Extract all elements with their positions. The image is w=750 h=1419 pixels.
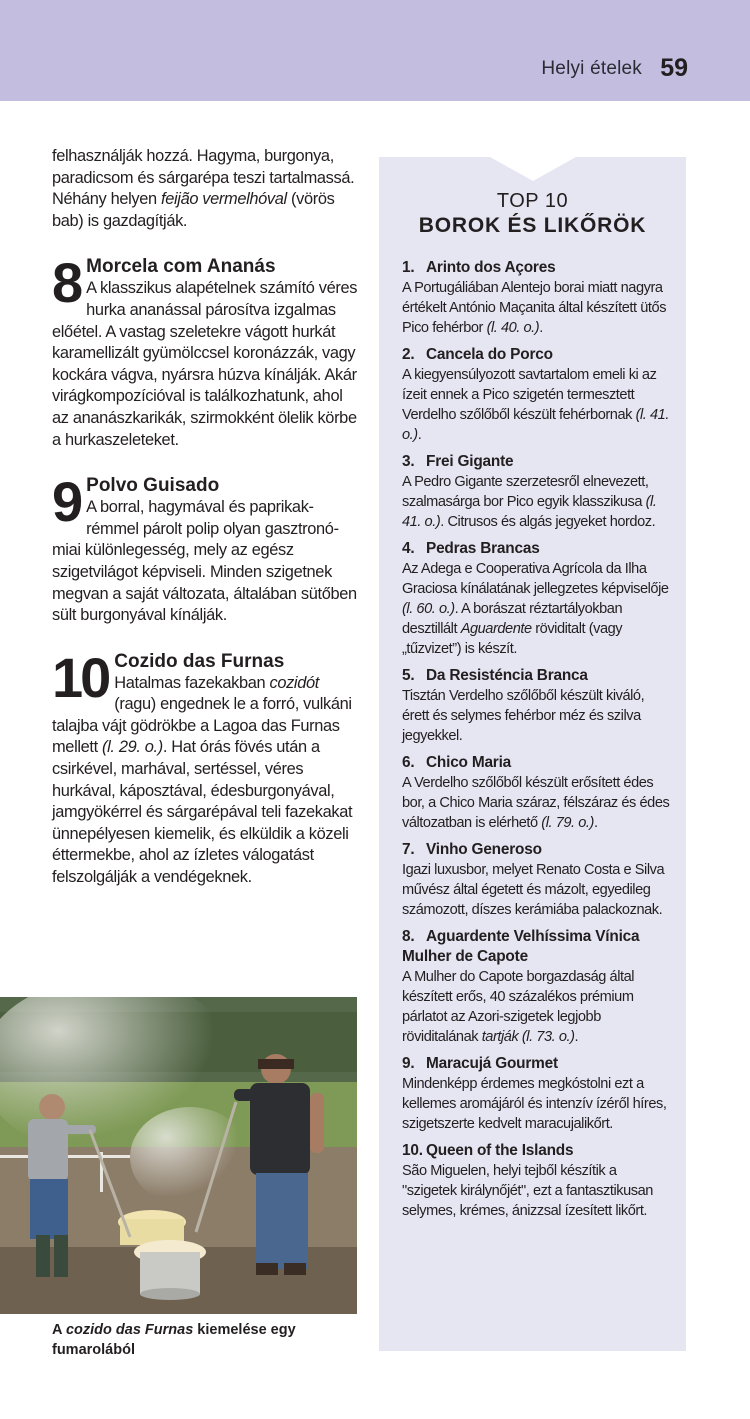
list-item	[402, 666, 672, 746]
list-item	[402, 1054, 672, 1134]
dish-number: 8	[52, 251, 81, 315]
dish-title: Morcela com Ananás	[86, 256, 276, 278]
photo-illustration	[0, 997, 357, 1314]
item-text: São Miguelen, helyi tejből készítik a "szigetek királynőjét", ezt a fantasztikusan selymes, krémes, ánizzsal ízesített likőrt.	[402, 1163, 653, 1219]
page-header	[0, 0, 750, 101]
dish-text: A klasszikus alapételnek számító véres hurka ananással párosítva izgalmas előétel. A vastag szeletekre vágott hurkát karamellizált gyümölccsel koronázzák, vagy kockára vágva, nyársra húzva kínálják. Akár virágkompozícióval is találkozhatunk, ahol az ananászkarikák, szirmokként ölelik körbe a hurkaszeleteket.	[52, 279, 358, 449]
item-text: Az Adega e Cooperativa Agrícola da Ilha Graciosa kínálatának jellegzetes képviselője (l. 60. o.). A borászat réztartályokban desztillált Aguardente röviditalt (vagy „tűzvizet”) is készít.	[402, 561, 669, 657]
dish-number: 9	[52, 470, 81, 534]
item-text: A Pedro Gigante szerzetesről elnevezett, szalmasárga bor Pico egyik klasszikusa (l. 41. o.). Citrusos és algás jegyeket hordoz.	[402, 474, 657, 530]
main-column	[52, 146, 360, 889]
item-text: A kiegyensúlyozott savtartalom emeli ki az ízeit ennek a Pico szigetén termesztett Verdelho szőlőből készült fehérbornak (l. 41. o.).	[402, 367, 669, 443]
panel-notch	[490, 157, 576, 181]
section-title: Helyi ételek	[541, 58, 642, 79]
item-title: 9. Maracujá Gourmet	[402, 1055, 558, 1072]
dish-8	[52, 251, 360, 451]
item-title: 5. Da Resisténcia Branca	[402, 667, 588, 684]
cozido-photo	[0, 997, 357, 1314]
item-text: A Mulher do Capote borgazdaság által készített erős, 40 százalékos prémium párlatot az Azori-szigetek legjobb röviditalának tartják (l. 73. o.).	[402, 969, 635, 1045]
item-text: Mindenképp érdemes megkóstolni ezt a kellemes aromájáról és intenzív ízéről híres, szigetszerte kedvelt maracujalikőrt.	[402, 1076, 667, 1132]
intro-paragraph: felhasználják hozzá. Hagyma, burgonya, paradicsom és sárgarépa teszi tartalmassá. Néhány helyen feijão vermelhóval (vörös bab) is gazdagítják.	[52, 147, 355, 230]
list-item	[402, 452, 672, 532]
list-item	[402, 927, 672, 1047]
list-item	[402, 840, 672, 920]
item-text: Igazi luxusbor, melyet Renato Costa e Silva művész által égetett és mázolt, egyedileg számozott, díszes kerámiába palackoznak.	[402, 862, 665, 918]
dish-text: Hatalmas fazekakban cozidót (ragu) engednek le a forró, vulkáni talajba vájt gödrökbe a Lagoa das Furnas mellett (l. 29. o.). Hat órás fövés után a csirkével, marhával, sertéssel, véres hurkával, káposztával, édesburgonyával, jamgyökérrel és sárgarépával teli fazekakat ünnepélyesen kiemelik, és elküldik a közeli éttermekbe, ahol az ízletes válogatást felszolgálják a vendégeknek.	[52, 673, 353, 887]
dish-10	[52, 645, 360, 889]
item-title: 6. Chico Maria	[402, 754, 512, 771]
list-item	[402, 753, 672, 833]
item-title: 10. Queen of the Islands	[402, 1142, 574, 1159]
top10-list	[402, 258, 672, 1228]
item-text: A Portugáliában Alentejo borai miatt nagyra értékelt António Maçanita által készített ütős Pico fehérbor (l. 40. o.).	[402, 280, 667, 336]
photo-caption: A cozido das Furnas kiemelése egy fumarolából	[52, 1322, 296, 1358]
dish-title: Cozido das Furnas	[114, 650, 285, 672]
item-title: 8. Aguardente Velhíssima Vínica Mulher de Capote	[402, 928, 640, 965]
item-text: A Verdelho szőlőből készült erősített édes bor, a Chico Maria száraz, félszáraz és édes változatban is elérhető (l. 79. o.).	[402, 775, 670, 831]
dish-9	[52, 470, 360, 627]
dish-text: A borral, hagymával és paprikakrémmel párolt polip olyan gasztronómiai különlegesség, mely az egész szigetvilágot képviseli. Minden szigetnek megvan a saját változata, általában sütőben sült burgonyával kínálják.	[52, 498, 357, 625]
item-text: Tisztán Verdelho szőlőből készült kiváló, érett és selymes fehérbor méz és szilva jegyekkel.	[402, 688, 645, 744]
item-title: 7. Vinho Generoso	[402, 841, 542, 858]
page-number: 59	[660, 54, 688, 82]
top10-header	[379, 190, 686, 238]
list-item	[402, 258, 672, 338]
dish-number: 10	[52, 645, 109, 709]
top10-label: TOP 10	[496, 190, 569, 212]
item-title: 1. Arinto dos Açores	[402, 259, 556, 276]
list-item	[402, 539, 672, 659]
dish-title: Polvo Guisado	[86, 475, 220, 497]
top10-title: BOROK ÉS LIKŐRÖK	[418, 214, 647, 237]
item-title: 3. Frei Gigante	[402, 453, 514, 470]
item-title: 2. Cancela do Porco	[402, 346, 553, 363]
list-item	[402, 1141, 672, 1221]
list-item	[402, 345, 672, 445]
item-title: 4. Pedras Brancas	[402, 540, 540, 557]
